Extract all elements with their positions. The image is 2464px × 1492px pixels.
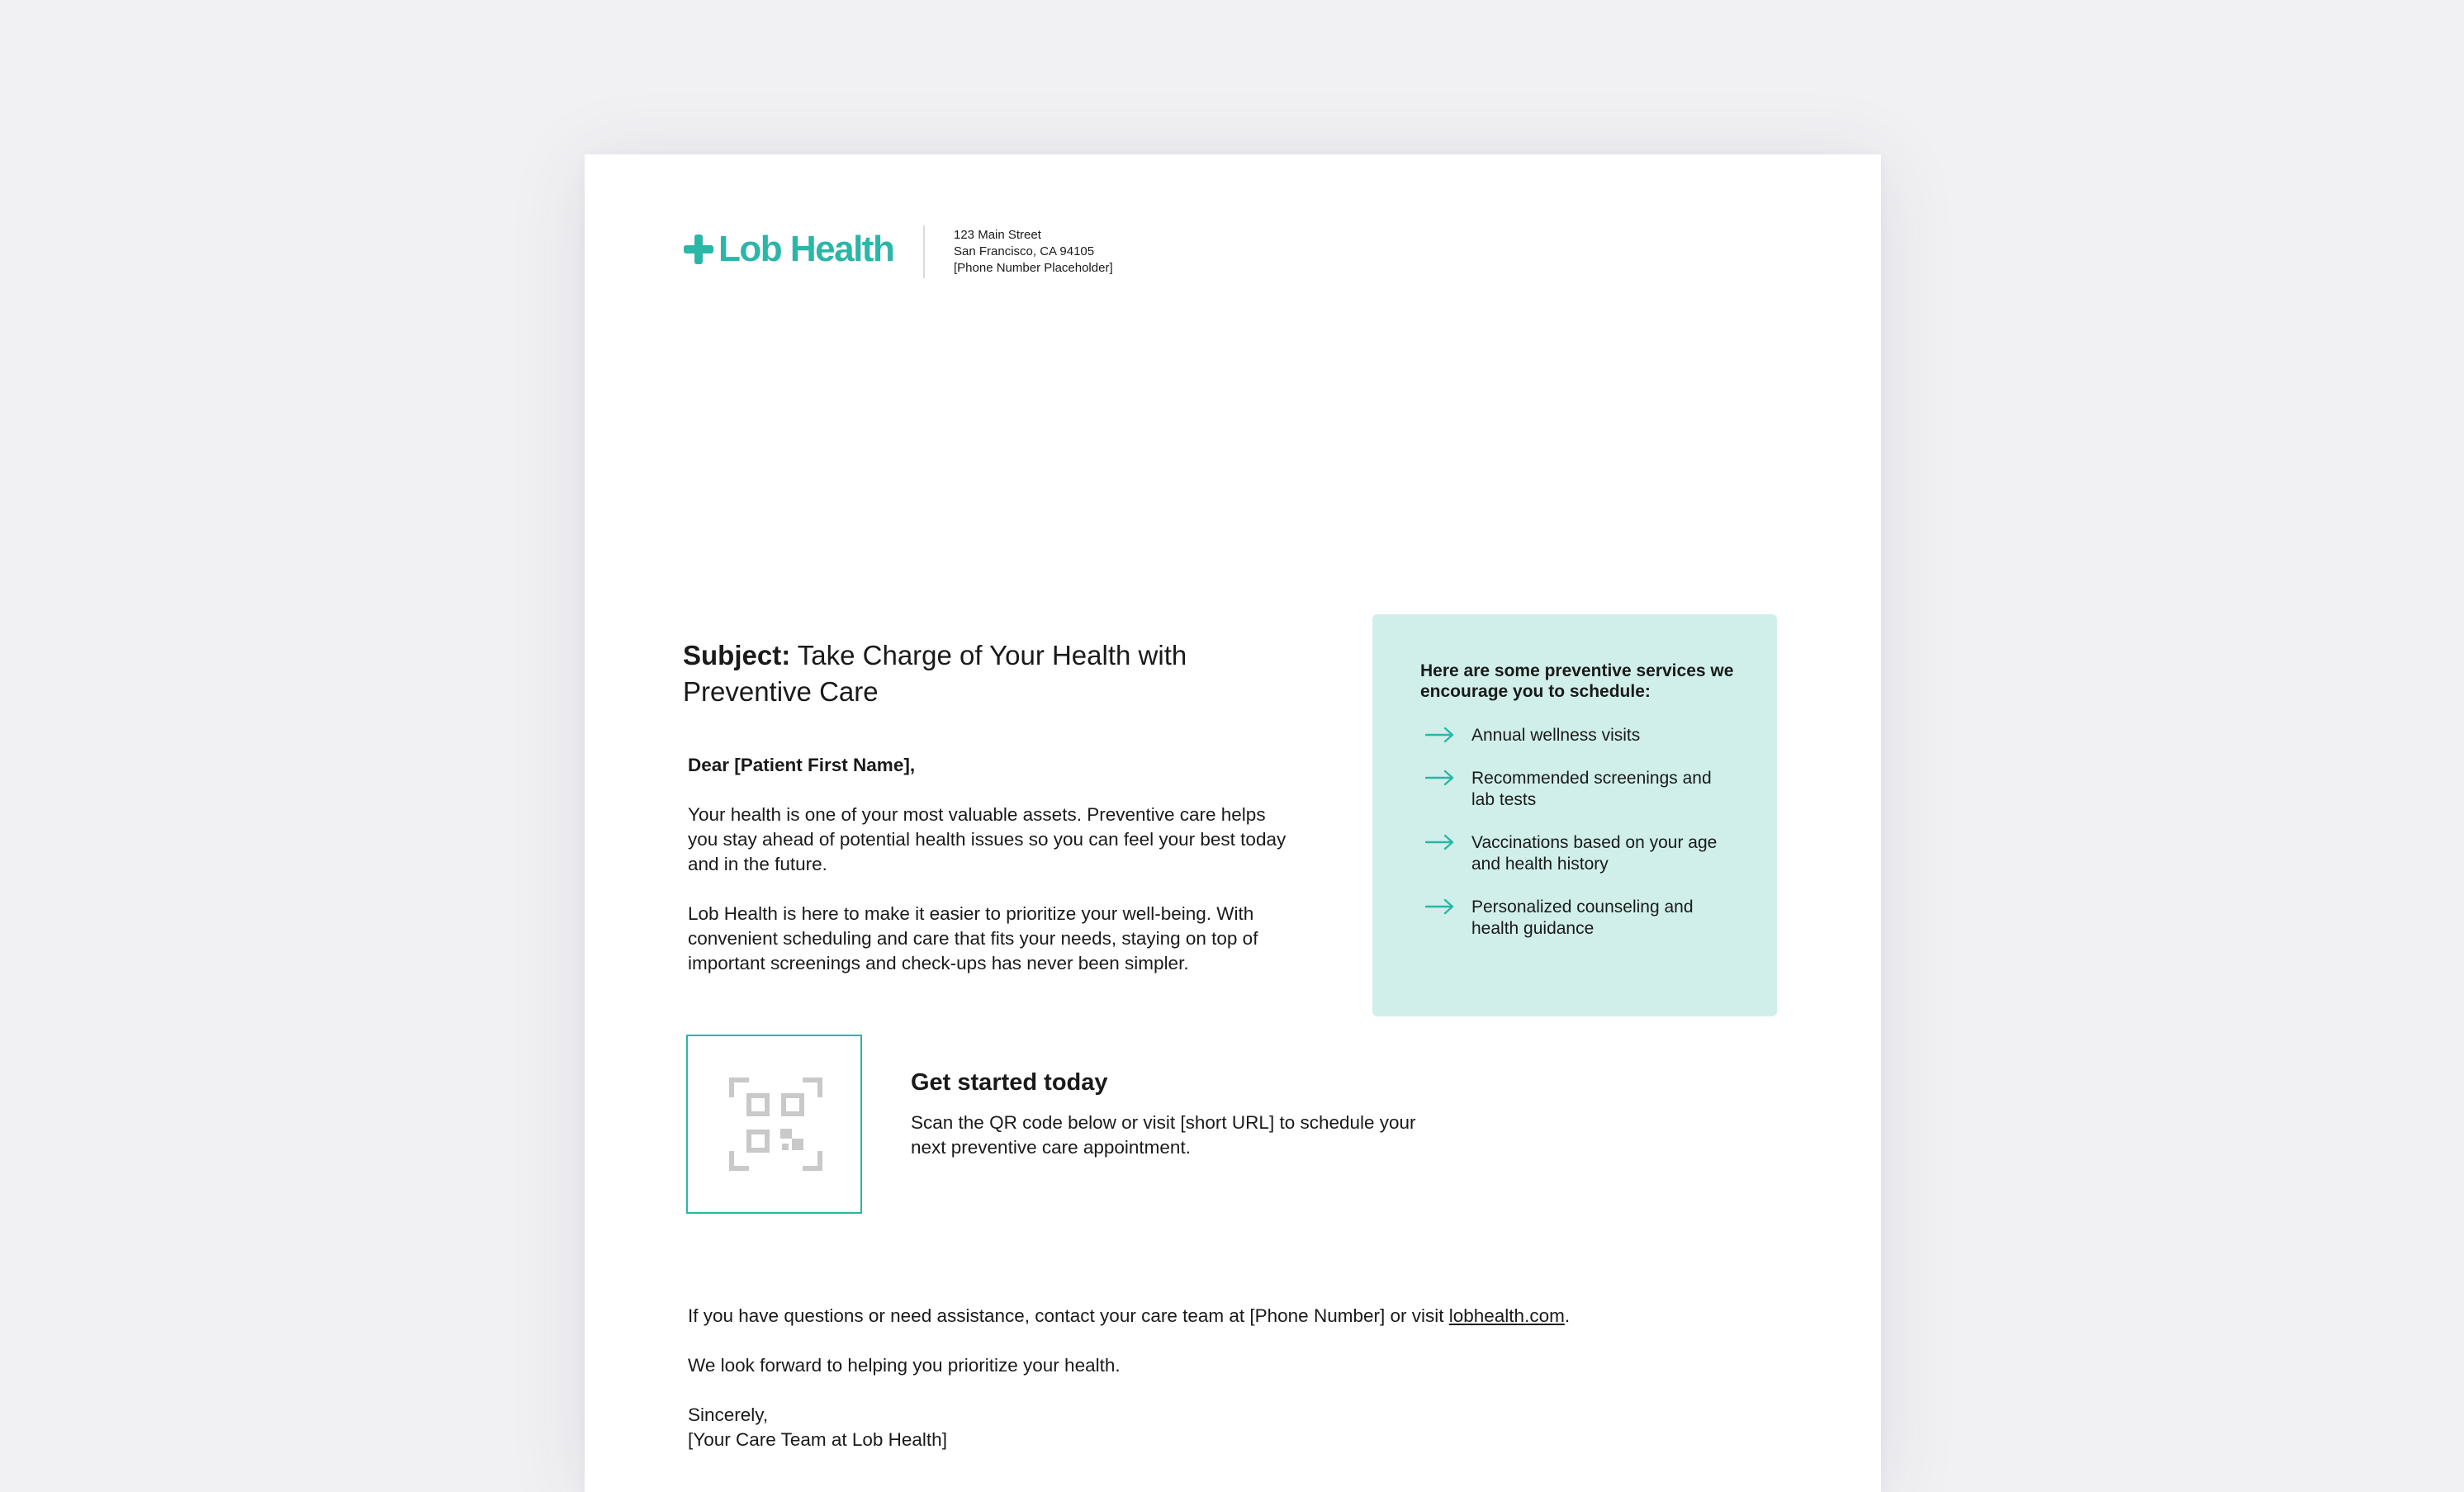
preventive-services-panel — [1372, 614, 1777, 1016]
service-label: Vaccinations based on your age and health history — [1471, 833, 1718, 874]
arrow-right-icon — [1425, 726, 1455, 744]
arrow-right-icon — [1425, 833, 1455, 851]
website-link[interactable]: lobhealth.com — [1448, 1305, 1565, 1326]
service-label: Annual wellness visits — [1471, 726, 1641, 745]
return-address — [954, 227, 1113, 277]
subject-text: Take Charge of Your Health with Preventive Care — [683, 640, 1187, 707]
service-item — [1420, 897, 1736, 940]
signature: [Your Care Team at Lob Health] — [688, 1429, 947, 1450]
cta-text: Scan the QR code below or visit [short URL] to schedule your next preventive care appointment. — [911, 1112, 1416, 1158]
look-forward-line: We look forward to helping you prioritize your health. — [688, 1355, 1121, 1376]
arrow-right-icon — [1425, 769, 1455, 787]
services-heading: Here are some preventive services we encourage you to schedule: — [1420, 661, 1734, 701]
contact-line — [688, 1304, 1761, 1329]
service-item — [1420, 768, 1736, 811]
contact-suffix: . — [1564, 1305, 1571, 1326]
letter-page — [585, 154, 1881, 1492]
service-label: Recommended screenings and lab tests — [1471, 769, 1712, 809]
subject-line — [683, 637, 1211, 710]
letter-body — [688, 753, 1299, 1001]
lob-health-logo — [684, 230, 893, 268]
address-street: 123 Main Street — [954, 228, 1041, 242]
greeting: Dear [Patient First Name], — [688, 755, 916, 775]
arrow-right-icon — [1425, 898, 1455, 916]
body-paragraph: Lob Health is here to make it easier to prioritize your well-being. With convenient scheduling and care that fits your needs, staying on top of important screenings and check-ups has never been simpler. — [688, 903, 1258, 973]
qr-code-placeholder — [686, 1035, 862, 1214]
service-item — [1420, 725, 1736, 746]
cta-title: Get started today — [911, 1069, 1108, 1096]
address-phone: [Phone Number Placeholder] — [954, 261, 1113, 275]
header-divider — [923, 225, 925, 278]
qr-code-icon — [729, 1078, 822, 1171]
body-paragraph: Your health is one of your most valuable assets. Preventive care helps you stay ahead of potential health issues so you can feel your best today and in the future. — [688, 804, 1286, 874]
sign-off: Sincerely, — [688, 1404, 769, 1425]
subject-label: Subject: — [683, 640, 791, 670]
logo-wordmark: Lob Health — [718, 229, 894, 269]
address-city: San Francisco, CA 94105 — [954, 244, 1095, 258]
contact-prefix: If you have questions or need assistance, contact your care team at [Phone Number] or visit — [688, 1305, 1449, 1326]
letter-closing — [688, 1304, 1761, 1452]
service-label: Personalized counseling and health guidance — [1471, 898, 1694, 938]
plus-icon — [684, 234, 713, 264]
service-item — [1420, 832, 1736, 875]
